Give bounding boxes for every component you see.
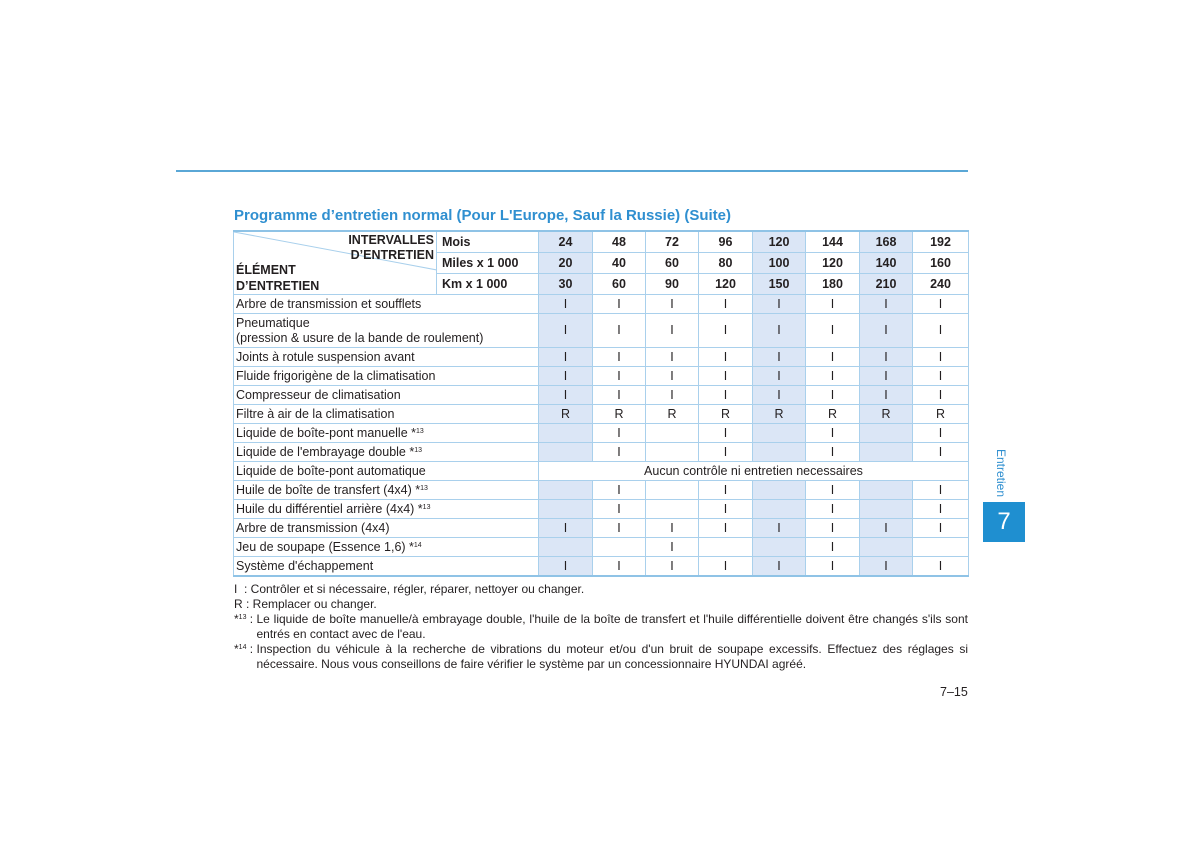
item-text: Liquide de boîte-pont automatique — [236, 463, 426, 478]
schedule-cell: I — [753, 348, 806, 367]
schedule-cell: I — [806, 443, 860, 462]
schedule-cell: I — [860, 519, 913, 538]
footnote-key — [234, 612, 256, 642]
schedule-cell: R — [646, 405, 699, 424]
corner-top-line-2: D’ENTRETIEN — [350, 248, 434, 262]
schedule-cell: I — [593, 314, 646, 348]
schedule-cell: I — [806, 538, 860, 557]
maintenance-item-label — [234, 405, 539, 424]
header-value: 210 — [860, 274, 913, 295]
schedule-cell: I — [753, 557, 806, 577]
table-row — [234, 386, 969, 405]
schedule-cell: I — [753, 314, 806, 348]
schedule-cell: I — [913, 519, 969, 538]
side-section-label — [993, 447, 1009, 499]
footnote-marker: 13 — [420, 484, 428, 492]
schedule-cell: I — [913, 367, 969, 386]
top-rule — [176, 170, 968, 172]
schedule-cell: I — [913, 557, 969, 577]
item-text: Jeu de soupape (Essence 1,6) * — [236, 539, 414, 554]
schedule-cell: I — [860, 314, 913, 348]
footnote-text: Le liquide de boîte manuelle/à embrayage double, l'huile de la boîte de transfert et l'huile différentielle doivent être changés s'ils sont entrés en contact avec de l'eau. — [256, 612, 968, 641]
schedule-cell — [753, 481, 806, 500]
schedule-cell: I — [646, 538, 699, 557]
table-row — [234, 462, 969, 481]
schedule-cell: I — [699, 314, 753, 348]
item-text: Système d'échappement — [236, 558, 374, 573]
schedule-cell: I — [860, 295, 913, 314]
table-row — [234, 481, 969, 500]
schedule-cell: I — [539, 367, 593, 386]
item-text: Liquide de boîte-pont manuelle * — [236, 425, 416, 440]
maintenance-item-label — [234, 314, 539, 348]
schedule-cell: I — [699, 443, 753, 462]
schedule-cell: I — [699, 295, 753, 314]
footnote-marker: 13 — [414, 446, 423, 454]
table-row — [234, 314, 969, 348]
schedule-cell: I — [806, 386, 860, 405]
schedule-cell — [913, 538, 969, 557]
schedule-cell: I — [860, 348, 913, 367]
page-title: Programme d’entretien normal (Pour L'Europe, Sauf la Russie) (Suite) — [234, 207, 731, 224]
schedule-cell: I — [860, 367, 913, 386]
item-text: Filtre à air de la climatisation — [236, 406, 395, 421]
schedule-cell — [860, 443, 913, 462]
schedule-cell: I — [646, 295, 699, 314]
header-value: 192 — [913, 231, 969, 253]
footnotes — [234, 582, 968, 672]
footnote-key — [234, 582, 251, 597]
schedule-cell: R — [699, 405, 753, 424]
page-number: 7–15 — [940, 685, 968, 699]
schedule-cell: I — [753, 367, 806, 386]
table-row — [234, 538, 969, 557]
header-value: 30 — [539, 274, 593, 295]
header-value: 90 — [646, 274, 699, 295]
schedule-cell — [753, 538, 806, 557]
table-row — [234, 519, 969, 538]
maintenance-item-label — [234, 386, 539, 405]
schedule-cell: I — [913, 443, 969, 462]
maintenance-item-label — [234, 367, 539, 386]
schedule-cell: I — [913, 386, 969, 405]
footnote — [234, 582, 968, 597]
schedule-cell: R — [913, 405, 969, 424]
header-value: 100 — [753, 253, 806, 274]
item-line-2: (pression & usure de la bande de roulement) — [236, 330, 484, 345]
schedule-cell: I — [699, 348, 753, 367]
schedule-cell: I — [806, 557, 860, 577]
schedule-cell: R — [753, 405, 806, 424]
footnote — [234, 597, 968, 612]
schedule-cell: I — [806, 295, 860, 314]
schedule-cell — [860, 481, 913, 500]
table-row — [234, 367, 969, 386]
schedule-cell: I — [593, 500, 646, 519]
schedule-cell: I — [806, 424, 860, 443]
item-text: Huile du différentiel arrière (4x4) * — [236, 501, 423, 516]
footnote-key-separator: : — [246, 612, 257, 626]
footnote-text: Remplacer ou changer. — [252, 597, 377, 611]
schedule-cell: I — [593, 367, 646, 386]
schedule-cell — [539, 481, 593, 500]
merged-note-cell: Aucun contrôle ni entretien necessaires — [539, 462, 969, 481]
footnote-key — [234, 597, 253, 612]
schedule-cell: I — [539, 519, 593, 538]
footnote — [234, 642, 968, 672]
table-row — [234, 443, 969, 462]
header-value: 120 — [806, 253, 860, 274]
schedule-cell — [593, 538, 646, 557]
footnote-marker: 14 — [413, 541, 422, 549]
schedule-cell: I — [699, 557, 753, 577]
schedule-cell: I — [539, 295, 593, 314]
schedule-cell — [860, 424, 913, 443]
header-value: 150 — [753, 274, 806, 295]
schedule-cell: I — [913, 348, 969, 367]
chapter-tab: 7 — [983, 502, 1025, 542]
header-value: 160 — [913, 253, 969, 274]
schedule-cell: I — [913, 481, 969, 500]
schedule-cell: I — [860, 557, 913, 577]
header-value: 168 — [860, 231, 913, 253]
schedule-cell — [646, 443, 699, 462]
header-value: 180 — [806, 274, 860, 295]
corner-top-line-1: INTERVALLES — [348, 233, 434, 247]
item-text: Huile de boîte de transfert (4x4) * — [236, 482, 421, 497]
schedule-cell: I — [753, 519, 806, 538]
schedule-cell: I — [806, 500, 860, 519]
schedule-cell: I — [646, 348, 699, 367]
footnote-key-text: * — [234, 642, 239, 656]
header-value: 20 — [539, 253, 593, 274]
schedule-cell: I — [539, 557, 593, 577]
table-row — [234, 500, 969, 519]
schedule-cell: I — [806, 367, 860, 386]
maintenance-item-label — [234, 443, 539, 462]
schedule-cell: I — [699, 367, 753, 386]
header-value: 120 — [753, 231, 806, 253]
maintenance-item-label — [234, 424, 539, 443]
header-value: 24 — [539, 231, 593, 253]
schedule-cell — [699, 538, 753, 557]
corner-bottom-line-1: ÉLÉMENT — [236, 263, 296, 277]
header-label: Miles x 1 000 — [437, 253, 539, 274]
schedule-cell: I — [593, 295, 646, 314]
schedule-cell: I — [806, 481, 860, 500]
table-row — [234, 348, 969, 367]
schedule-cell — [539, 443, 593, 462]
item-text: Liquide de l'embrayage double * — [236, 444, 415, 459]
footnote-marker: 13 — [422, 503, 431, 511]
schedule-cell: R — [860, 405, 913, 424]
header-value: 144 — [806, 231, 860, 253]
schedule-cell — [539, 500, 593, 519]
item-text: Arbre de transmission (4x4) — [236, 520, 390, 535]
schedule-cell: I — [753, 295, 806, 314]
header-value: 72 — [646, 231, 699, 253]
maintenance-item-label — [234, 462, 539, 481]
schedule-cell: I — [539, 348, 593, 367]
schedule-cell: R — [539, 405, 593, 424]
schedule-cell — [860, 538, 913, 557]
header-label: Mois — [437, 231, 539, 253]
footnote-key-separator: : — [246, 642, 257, 656]
schedule-cell: I — [699, 481, 753, 500]
footnote-key-text: * — [234, 612, 239, 626]
maintenance-item-label — [234, 295, 539, 314]
footnote-marker: 14 — [238, 644, 247, 651]
corner-intervals-label — [348, 233, 434, 263]
header-row-months — [234, 231, 969, 253]
item-text: Joints à rotule suspension avant — [236, 349, 415, 364]
schedule-cell: I — [593, 519, 646, 538]
maintenance-item-label — [234, 557, 539, 577]
schedule-cell — [753, 424, 806, 443]
table-row — [234, 295, 969, 314]
header-value: 60 — [646, 253, 699, 274]
maintenance-item-label — [234, 519, 539, 538]
schedule-cell — [646, 481, 699, 500]
schedule-cell — [539, 538, 593, 557]
footnote-marker: 13 — [416, 427, 424, 435]
header-value: 96 — [699, 231, 753, 253]
schedule-cell: I — [593, 481, 646, 500]
schedule-cell: I — [593, 557, 646, 577]
schedule-cell: I — [699, 500, 753, 519]
footnote — [234, 612, 968, 642]
footnote-key-text: I : — [234, 582, 251, 596]
schedule-cell: I — [860, 386, 913, 405]
schedule-cell: I — [913, 424, 969, 443]
schedule-cell — [646, 424, 699, 443]
schedule-cell: I — [699, 386, 753, 405]
schedule-cell: I — [539, 314, 593, 348]
schedule-cell: I — [593, 386, 646, 405]
schedule-cell — [753, 443, 806, 462]
item-line-1: Pneumatique — [236, 315, 310, 330]
maintenance-item-label — [234, 348, 539, 367]
schedule-cell: I — [646, 557, 699, 577]
schedule-cell: R — [806, 405, 860, 424]
maintenance-item-label — [234, 500, 539, 519]
maintenance-schedule-table — [233, 230, 969, 577]
header-value: 80 — [699, 253, 753, 274]
footnote-text: Contrôler et si nécessaire, régler, réparer, nettoyer ou changer. — [250, 582, 585, 596]
header-value: 240 — [913, 274, 969, 295]
header-value: 60 — [593, 274, 646, 295]
corner-bottom-line-2: D’ENTRETIEN — [236, 279, 320, 293]
item-text: Arbre de transmission et soufflets — [236, 296, 422, 311]
schedule-cell — [753, 500, 806, 519]
header-label: Km x 1 000 — [437, 274, 539, 295]
schedule-cell: I — [646, 314, 699, 348]
header-value: 48 — [593, 231, 646, 253]
footnote-key — [234, 642, 256, 672]
schedule-cell: I — [593, 443, 646, 462]
table-row — [234, 424, 969, 443]
header-value: 120 — [699, 274, 753, 295]
table-row — [234, 405, 969, 424]
schedule-cell: R — [593, 405, 646, 424]
footnote-marker: 13 — [238, 614, 247, 621]
schedule-cell — [539, 424, 593, 443]
schedule-cell: I — [753, 386, 806, 405]
maintenance-item-label — [234, 538, 539, 557]
schedule-cell: I — [806, 519, 860, 538]
footnote-text: Inspection du véhicule à la recherche de vibrations du moteur et/ou d'un bruit de soupape excessifs. Effectuez des réglages si nécessaire. Nous vous conseillons de faire vérifier le système par un concessionnaire HYUNDAI agréé. — [256, 642, 968, 671]
schedule-cell: I — [699, 519, 753, 538]
header-value: 40 — [593, 253, 646, 274]
schedule-cell: I — [806, 314, 860, 348]
schedule-cell: I — [913, 295, 969, 314]
schedule-cell: I — [593, 424, 646, 443]
header-corner-cell — [234, 231, 437, 295]
schedule-cell: I — [646, 386, 699, 405]
schedule-cell: I — [913, 314, 969, 348]
schedule-cell: I — [699, 424, 753, 443]
footnote-key-text: R : — [234, 597, 253, 611]
header-value: 140 — [860, 253, 913, 274]
schedule-cell — [646, 500, 699, 519]
schedule-cell: I — [593, 348, 646, 367]
item-text: Compresseur de climatisation — [236, 387, 401, 402]
corner-element-label — [236, 262, 319, 294]
item-text: Fluide frigorigène de la climatisation — [236, 368, 436, 383]
schedule-cell: I — [806, 348, 860, 367]
maintenance-item-label — [234, 481, 539, 500]
schedule-cell: I — [646, 367, 699, 386]
schedule-cell: I — [913, 500, 969, 519]
schedule-cell: I — [646, 519, 699, 538]
schedule-cell: I — [539, 386, 593, 405]
schedule-cell — [860, 500, 913, 519]
side-section-label-text: Entretien — [994, 448, 1008, 498]
table-row — [234, 557, 969, 577]
